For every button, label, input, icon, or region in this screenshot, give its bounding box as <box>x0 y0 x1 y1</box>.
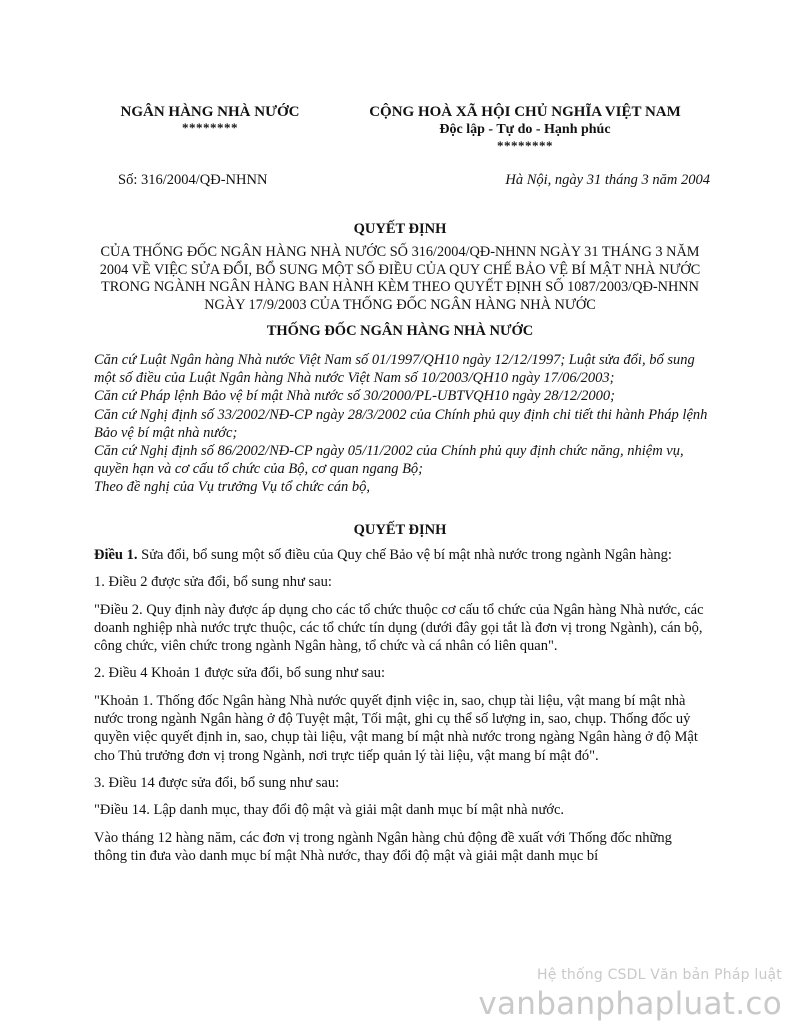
watermark-domain: vanbanphapluat.co <box>478 986 782 1022</box>
article-1-label: Điều 1. <box>94 547 138 563</box>
decision-body <box>94 546 708 874</box>
watermark-caption: Hệ thống CSDL Văn bản Pháp luật <box>537 967 782 983</box>
agency-separator: ******** <box>182 120 238 135</box>
body-paragraph: "Khoản 1. Thống đốc Ngân hàng Nhà nước quyết định việc in, sao, chụp tài liệu, vật mang bí mật nhà nước trong ngành Ngân hàng ở độ Tuyệt mật, Tối mật, ghi cụ thể số lượng in, sao, chụp. Thống đốc uỷ quyền việc quyết định in, sao, chụp tài liệu, vật mang bí mật nhà nước trong ngàng Ngân hàng ở độ Mật cho Thủ trưởng đơn vị trong Ngành, nơi trực tiếp quản lý tài liệu, vật mang bí mật đó". <box>94 692 698 764</box>
legal-basis-item: Căn cứ Pháp lệnh Bảo vệ bí mật Nhà nước số 30/2000/PL-UBTVQH10 ngày 28/12/2000; <box>94 388 615 405</box>
body-paragraph: "Điều 14. Lập danh mục, thay đổi độ mật và giải mật danh mục bí mật nhà nước. <box>94 802 565 819</box>
body-paragraph: 1. Điều 2 được sửa đổi, bổ sung như sau: <box>94 574 332 591</box>
country-name: CỘNG HOÀ XÃ HỘI CHỦ NGHĨA VIỆT NAM <box>369 104 681 120</box>
body-paragraph: 2. Điều 4 Khoản 1 được sửa đổi, bổ sung như sau: <box>94 665 386 682</box>
body-paragraph: "Điều 2. Quy định này được áp dụng cho các tổ chức thuộc cơ cấu tổ chức của Ngân hàng Nhà nước, các doanh nghiệp nhà nước trực thuộc, các tổ chức tín dụng (dưới đây gọi tắt là đơn vị trong Ngành), cán bộ, công chức, viên chức trong ngành Ngân hàng, tổ chức và cá nhân có liên quan". <box>94 601 704 655</box>
issuing-agency-name: NGÂN HÀNG NHÀ NƯỚC <box>120 104 300 120</box>
legal-basis-item: Theo đề nghị của Vụ trưởng Vụ tổ chức cán bộ, <box>94 479 371 496</box>
legal-basis-item: Căn cứ Nghị định số 33/2002/NĐ-CP ngày 28/3/2002 của Chính phủ quy định chi tiết thi hành Pháp lệnh Bảo vệ bí mật nhà nước; <box>94 406 708 441</box>
legal-bases <box>94 351 708 497</box>
body-paragraph: 3. Điều 14 được sửa đổi, bổ sung như sau: <box>94 774 340 791</box>
motto-separator: ******** <box>497 138 553 153</box>
legal-basis-item: Căn cứ Nghị định số 86/2002/NĐ-CP ngày 05/11/2002 của Chính phủ quy định chức năng, nhiệm vụ, quyền hạn và cơ cấu tổ chức của Bộ, cơ quan ngang Bộ; <box>94 443 684 478</box>
site-watermark <box>478 966 782 1022</box>
national-motto: Độc lập - Tự do - Hạnh phúc <box>439 122 611 137</box>
decision-heading: QUYẾT ĐỊNH <box>353 522 447 538</box>
article-1-text: Sửa đổi, bổ sung một số điều của Quy chế Bảo vệ bí mật nhà nước trong ngành Ngân hàng: <box>137 547 672 563</box>
issuing-agency-block <box>100 103 320 135</box>
article-1 <box>94 546 708 564</box>
body-paragraph: Vào tháng 12 hàng năm, các đơn vị trong ngành Ngân hàng chủ động đề xuất với Thống đốc những thông tin đưa vào danh mục bí mật Nhà nước, thay đổi độ mật và giải mật danh mục bí <box>94 829 672 864</box>
document-number: Số: 316/2004/QĐ-NHNN <box>118 172 268 188</box>
issuer-title: THỐNG ĐỐC NGÂN HÀNG NHÀ NƯỚC <box>266 323 534 339</box>
document-date: Hà Nội, ngày 31 tháng 3 năm 2004 <box>505 172 710 188</box>
legal-basis-item: Căn cứ Luật Ngân hàng Nhà nước Việt Nam số 01/1997/QH10 ngày 12/12/1997; Luật sửa đổi, bổ sung một số điều của Luật Ngân hàng Nhà nước Việt Nam số 10/2003/QH10 ngày 17/06/2003; <box>94 352 695 387</box>
document-subtitle: CỦA THỐNG ĐỐC NGÂN HÀNG NHÀ NƯỚC SỐ 316/2004/QĐ-NHNN NGÀY 31 THÁNG 3 NĂM 2004 VỀ VIỆC SỬA ĐỔI, BỔ SUNG MỘT SỐ ĐIỀU CỦA QUY CHẾ BẢO VỆ BÍ MẬT NHÀ NƯỚC TRONG NGÀNH NGÂN HÀNG BAN HÀNH KÈM THEO QUYẾT ĐỊNH SỐ 1087/2003/QĐ-NHNN NGÀY 17/9/2003 CỦA THỐNG ĐỐC NGÂN HÀNG NHÀ NƯỚC <box>99 244 701 313</box>
document-type-title: QUYẾT ĐỊNH <box>353 221 447 237</box>
national-header-block <box>340 103 710 153</box>
